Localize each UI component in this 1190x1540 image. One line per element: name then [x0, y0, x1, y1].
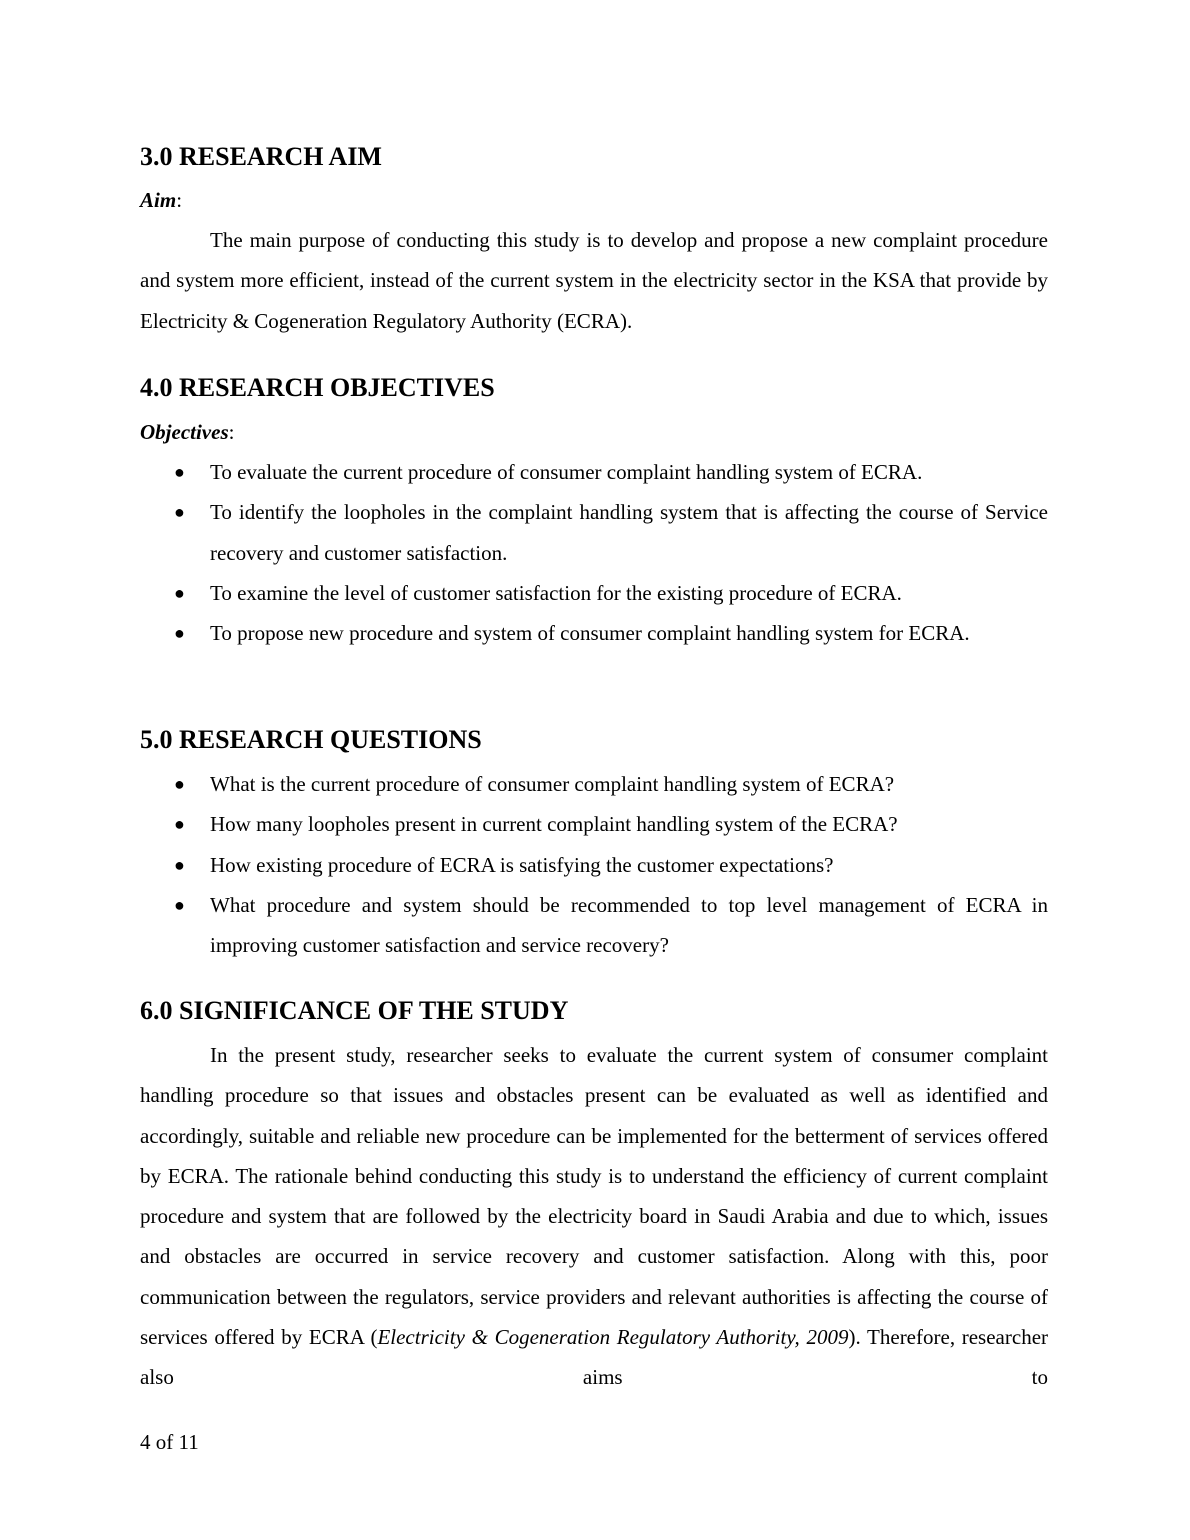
list-item: ● How existing procedure of ECRA is satisfying the customer expectations? — [140, 845, 1048, 885]
aim-label: Aim: — [140, 188, 183, 212]
objectives-list — [140, 452, 1048, 653]
list-item: ● To propose new procedure and system of consumer complaint handling system for ECRA. — [140, 613, 1048, 653]
section-research-questions — [140, 720, 1048, 965]
bullet-icon: ● — [174, 854, 185, 875]
section-significance — [140, 991, 1048, 1398]
page-number: 4 of 11 — [140, 1430, 199, 1454]
aim-paragraph: The main purpose of conducting this study is to develop and propose a new complaint procedure and system more efficient, instead of the current system in the electricity sector in the KSA that provide by Electricity & Cogeneration Regulatory Authority (ECRA). — [140, 228, 1048, 333]
list-item: ● How many loopholes present in current complaint handling system of the ECRA? — [140, 804, 1048, 844]
citation: Electricity & Cogeneration Regulatory Authority, 2009 — [377, 1325, 849, 1350]
bullet-icon: ● — [174, 623, 185, 644]
list-item: ● To identify the loopholes in the complaint handling system that is affecting the course of Service recovery and customer satisfaction. — [140, 492, 1048, 573]
heading-significance: 6.0 SIGNIFICANCE OF THE STUDY — [140, 996, 569, 1025]
list-item: ● To evaluate the current procedure of consumer complaint handling system of ECRA. — [140, 452, 1048, 492]
heading-research-questions: 5.0 RESEARCH QUESTIONS — [140, 725, 482, 754]
heading-research-aim: 3.0 RESEARCH AIM — [140, 142, 382, 171]
significance-paragraph: In the present study, researcher seeks to evaluate the current system of consumer complaint handling procedure so that issues and obstacles present can be evaluated as well as identified and accordingly, suitable and reliable new procedure can be implemented for the betterment of services offered by ECRA. The rationale behind conducting this study is to understand the efficiency of current complaint procedure and system that are followed by the electricity board in Saudi Arabia and due to which, issues and obstacles are occurred in service recovery and customer satisfaction. Along with this, poor communication between the regulators, service providers and relevant authorities is affecting the course of services offered by ECRA (Electricity & Cogeneration Regulatory Authority, 2009). Therefore, researcher also aims to — [140, 1043, 1049, 1390]
list-item: ● To examine the level of customer satisfaction for the existing procedure of ECRA. — [140, 573, 1048, 613]
bullet-icon: ● — [174, 582, 185, 603]
bullet-icon: ● — [174, 774, 185, 794]
bullet-icon: ● — [174, 894, 185, 915]
questions-list — [140, 764, 1048, 965]
section-research-aim — [140, 137, 1048, 341]
list-item: ● What is the current procedure of consumer complaint handling system of ECRA? — [140, 764, 1048, 804]
bullet-icon: ● — [174, 462, 185, 482]
list-item: ● What procedure and system should be recommended to top level management of ECRA in improving customer satisfaction and service recovery? — [140, 885, 1048, 966]
bullet-icon: ● — [174, 502, 185, 523]
objectives-label: Objectives: — [140, 420, 235, 444]
bullet-icon: ● — [174, 814, 185, 835]
heading-research-objectives: 4.0 RESEARCH OBJECTIVES — [140, 373, 495, 402]
section-research-objectives — [140, 368, 1048, 653]
